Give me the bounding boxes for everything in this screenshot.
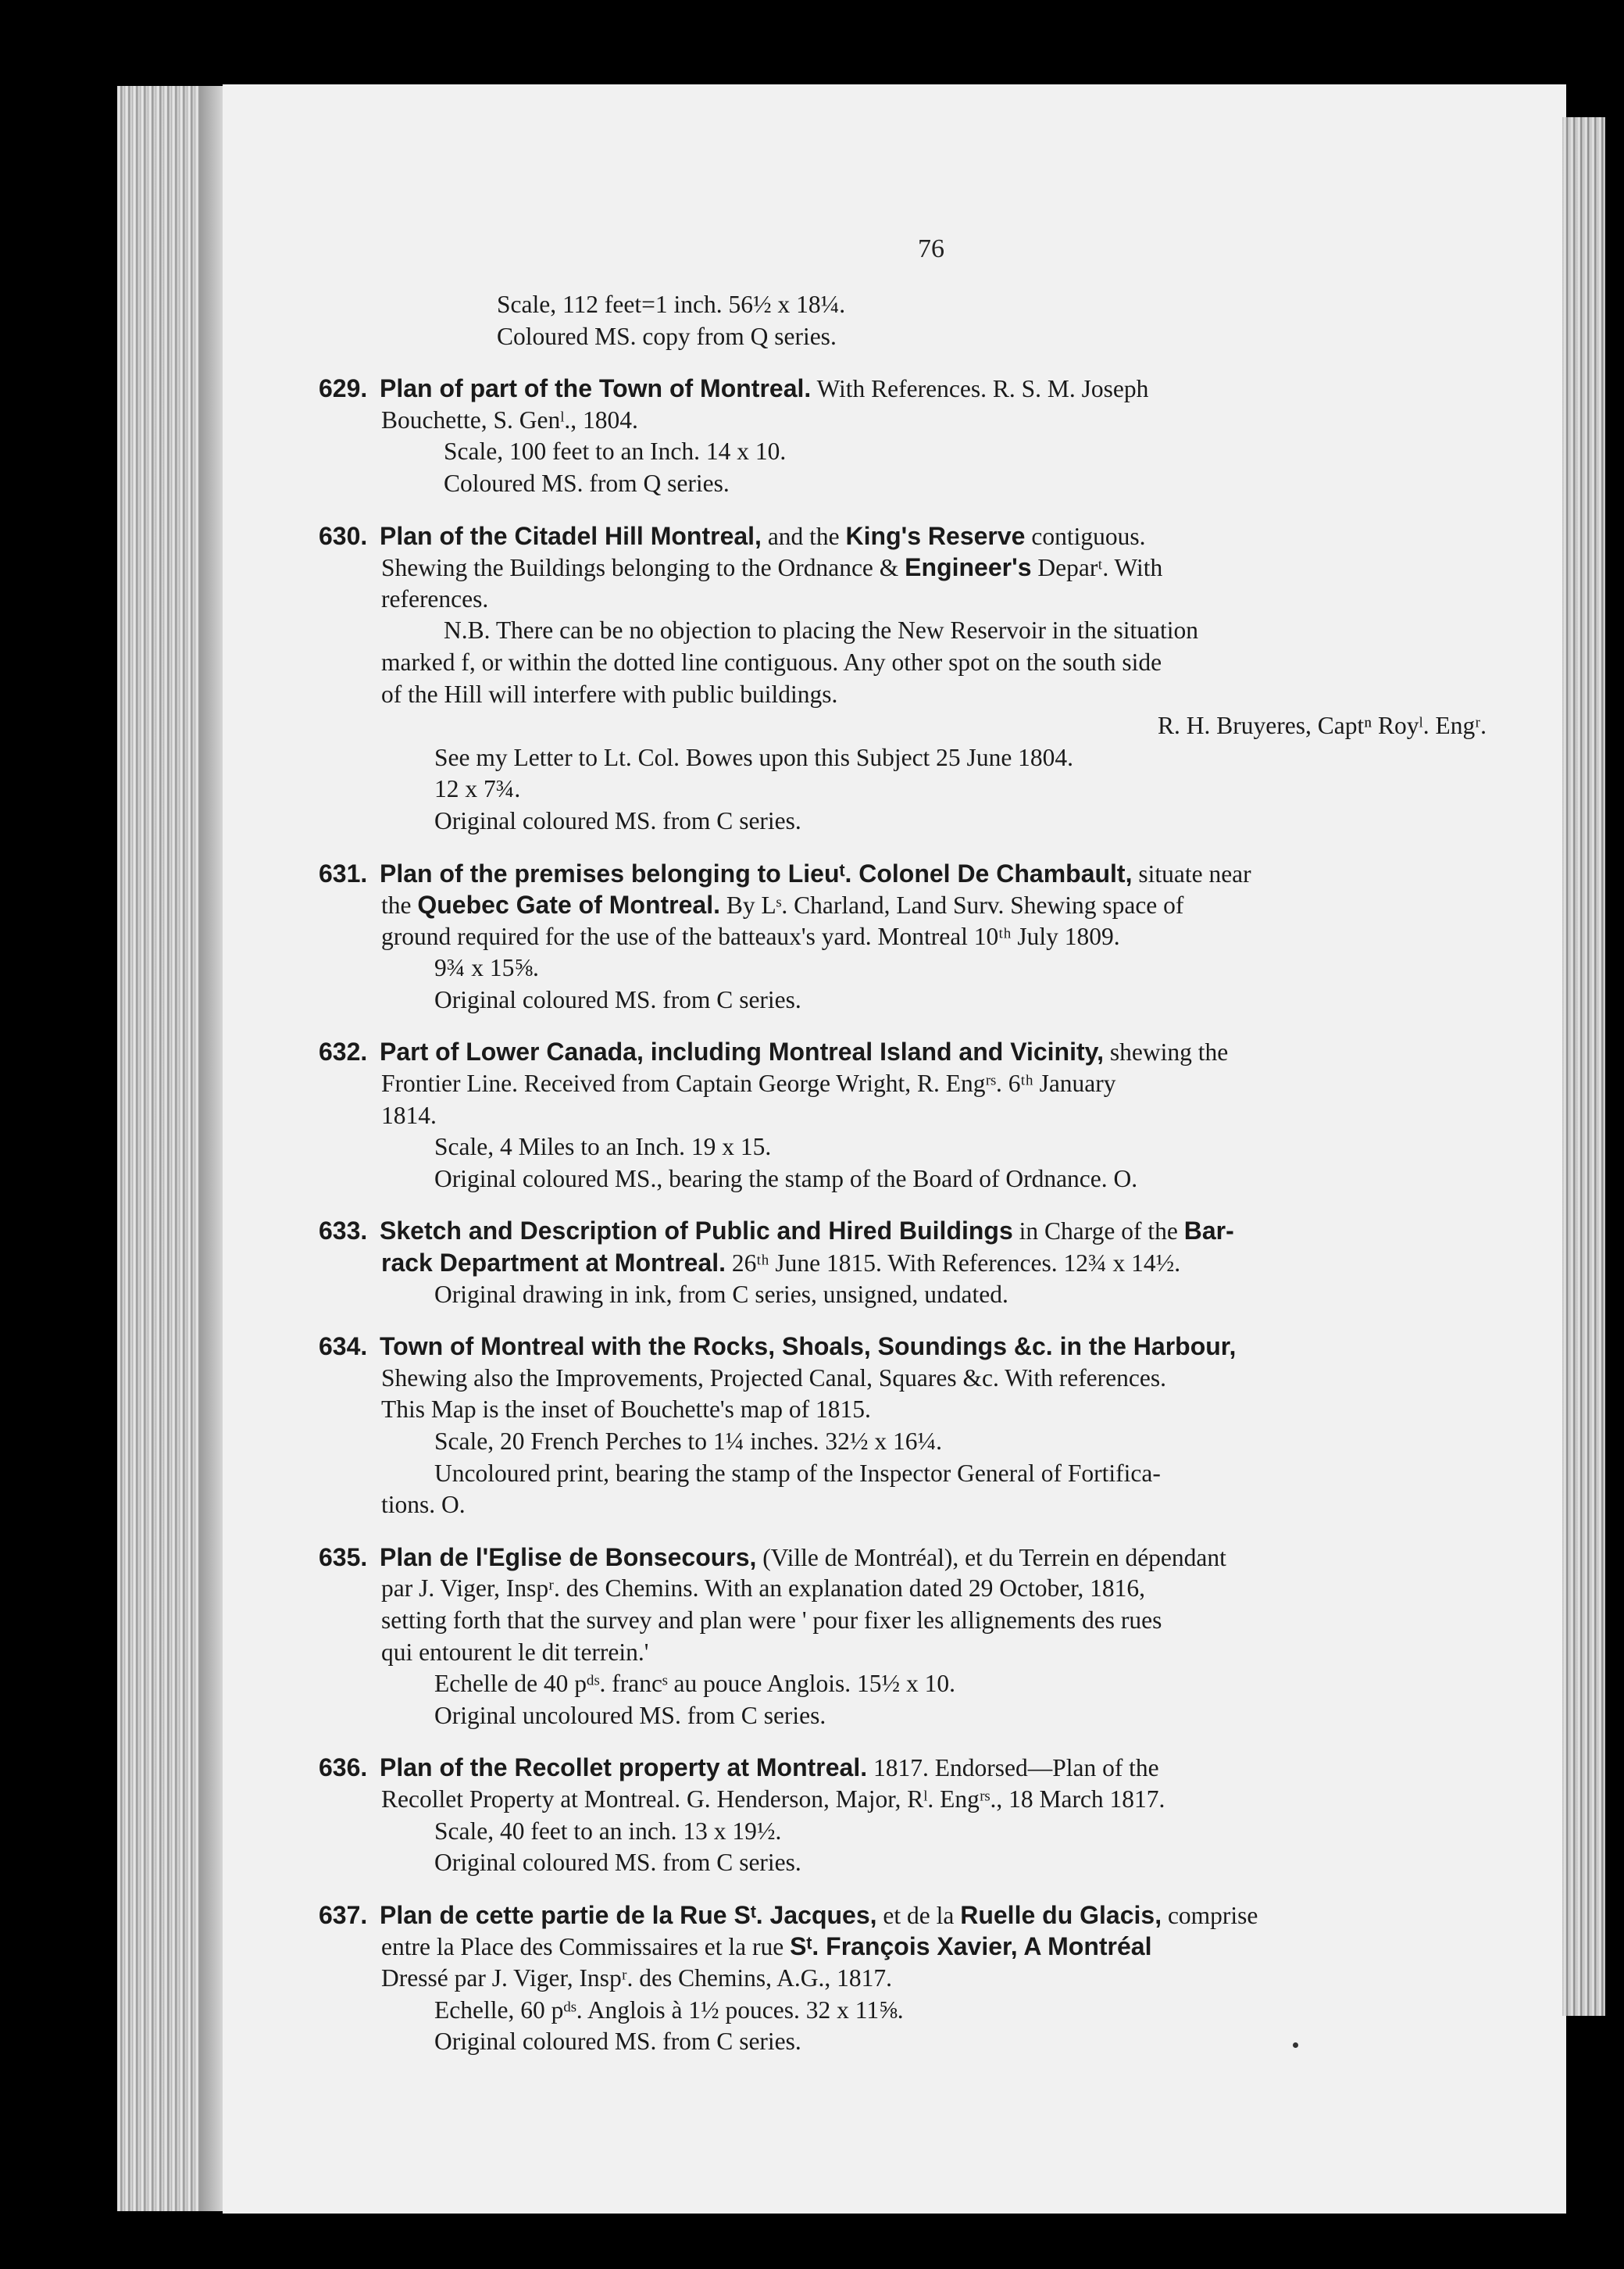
entry-text: situate near	[1132, 859, 1251, 888]
entry-text: Bouchette, S. Genˡ., 1804.	[381, 406, 638, 434]
entry-scale: Echelle, 60 pᵈˢ. Anglois à 1½ pouces. 32 x 11⅝.	[434, 1996, 904, 2024]
entry-number: 631.	[319, 859, 368, 888]
catalogue-entry-637	[319, 1899, 1490, 2058]
entry-source: Original coloured MS. from C series.	[434, 985, 801, 1013]
catalogue-entry-632	[319, 1036, 1490, 1195]
catalogue-entry-633	[319, 1215, 1490, 1310]
entry-source: Original coloured MS. from C series.	[434, 1849, 801, 1877]
entry-scale: Scale, 40 feet to an inch. 13 x 19½.	[434, 1817, 782, 1845]
entry-source: Original coloured MS. from C series.	[434, 2028, 801, 2056]
entry-source: tions. O.	[381, 1491, 466, 1519]
entry-text: et de la	[876, 1901, 961, 1929]
entry-number: 629.	[319, 374, 368, 403]
entry-note: marked f, or within the dotted line contiguous. Any other spot on the south side	[381, 648, 1162, 676]
ink-dot	[1293, 2042, 1298, 2048]
entry-scale: Scale, 20 French Perches to 1¼ inches. 32½ x 16¼.	[434, 1428, 942, 1455]
entry-scale: Scale, 4 Miles to an Inch. 19 x 15.	[434, 1133, 772, 1161]
entry-note: N.B. There can be no objection to placing the New Reservoir in the situation	[444, 616, 1199, 645]
entry-text: With References. R. S. M. Joseph	[811, 375, 1149, 403]
entry-title-part: Sᵗ. François Xavier, A Montréal	[790, 1932, 1152, 1961]
entry-title: Plan de cette partie de la Rue Sᵗ. Jacques,	[380, 1900, 877, 1929]
entry-title: Sketch and Description of Public and Hired Buildings	[380, 1217, 1013, 1245]
catalogue-entry-630	[319, 520, 1490, 838]
entry-text: par J. Viger, Inspʳ. des Chemins. With an explanation dated 29 October, 1816,	[381, 1574, 1146, 1603]
catalogue-entry-635	[319, 1542, 1490, 1732]
entry-title: Plan of the Recollet property at Montreal.	[380, 1753, 868, 1782]
entry-text: 1817. Endorsed—Plan of the	[867, 1754, 1159, 1782]
page-number: 76	[918, 234, 944, 263]
entry-title-part: Quebec Gate of Montreal.	[417, 891, 720, 920]
entry-number: 633.	[319, 1217, 368, 1245]
catalogue-entry-636	[319, 1752, 1490, 1878]
entry-source: Original coloured MS. from C series.	[434, 806, 801, 834]
entry-text: 26ᵗʰ June 1815. With References. 12¾ x 14½.	[726, 1249, 1181, 1277]
entry-scale: Echelle de 40 pᵈˢ. francˢ au pouce Anglois. 15½ x 10.	[434, 1670, 956, 1698]
entry-text: ground required for the use of the batteaux's yard. Montreal 10ᵗʰ July 1809.	[381, 922, 1120, 950]
entry-text: and the	[761, 522, 846, 550]
entry-dimensions: 9¾ x 15⅝.	[434, 954, 539, 982]
catalogue-entry-629	[319, 373, 1490, 499]
entry-text: 1814.	[381, 1101, 437, 1129]
entry-text: setting forth that the survey and plan were ' pour fixer les allignements des rues	[381, 1606, 1162, 1634]
entry-bold-text: Engineer's	[905, 553, 1032, 582]
entry-title: Plan of the Citadel Hill Montreal,	[380, 521, 762, 550]
entry-title: Part of Lower Canada, including Montreal Island and Vicinity,	[380, 1038, 1104, 1067]
entry-title-part: Bar-	[1183, 1217, 1234, 1245]
entry-title: Plan of the premises belonging to Lieuᵗ. Colonel De Chambault,	[380, 859, 1133, 888]
entry-text: Frontier Line. Received from Captain George Wright, R. Engʳˢ. 6ᵗʰ January	[381, 1070, 1116, 1098]
entry-text: Dressé par J. Viger, Inspʳ. des Chemins, A.G., 1817.	[381, 1963, 893, 1992]
entry-text: Shewing also the Improvements, Projected Canal, Squares &c. With references.	[381, 1363, 1166, 1392]
entry-text: comprise	[1162, 1901, 1258, 1929]
entry-source: Original coloured MS., bearing the stamp of the Board of Ordnance. O.	[434, 1164, 1138, 1192]
entry-number: 632.	[319, 1038, 368, 1067]
entry-text: Deparᵗ. With	[1031, 554, 1163, 582]
entry-title: Plan of part of the Town of Montreal.	[380, 374, 812, 403]
entry-text: shewing the	[1103, 1038, 1229, 1067]
entry-number: 635.	[319, 1542, 368, 1571]
entry-text: Recollet Property at Montreal. G. Henderson, Major, Rˡ. Engʳˢ., 18 March 1817.	[381, 1785, 1165, 1813]
entry-text: in Charge of the	[1012, 1217, 1184, 1245]
catalogue-text	[319, 289, 1490, 2058]
source-line: Coloured MS. copy from Q series.	[497, 322, 837, 350]
entry-title: Plan de l'Eglise de Bonsecours,	[380, 1542, 757, 1571]
entry-text: By Lˢ. Charland, Land Surv. Shewing space of	[719, 892, 1184, 920]
entry-source: Original drawing in ink, from C series, unsigned, undated.	[434, 1280, 1008, 1308]
entry-number: 634.	[319, 1332, 368, 1361]
entry-text: Shewing the Buildings belonging to the Ordnance &	[381, 554, 905, 582]
entry-note: See my Letter to Lt. Col. Bowes upon this Subject 25 June 1804.	[434, 743, 1074, 771]
entry-number: 636.	[319, 1753, 368, 1782]
entry-scale: Scale, 100 feet to an Inch. 14 x 10.	[444, 438, 787, 466]
entry-text: entre la Place des Commissaires et la rue	[381, 1933, 791, 1961]
catalogue-entry-631	[319, 858, 1490, 1017]
entry-text: contiguous.	[1025, 522, 1146, 550]
entry-text: This Map is the inset of Bouchette's map of 1815.	[381, 1395, 871, 1424]
entry-title-part: Ruelle du Glacis,	[960, 1900, 1162, 1929]
catalogue-entry-634	[319, 1331, 1490, 1521]
entry-text: (Ville de Montréal), et du Terrein en dépendant	[756, 1543, 1226, 1571]
entry-source: Original uncoloured MS. from C series.	[434, 1701, 826, 1729]
book-page-edges-right	[1562, 117, 1605, 2016]
entry-title-part: rack Department at Montreal.	[381, 1249, 726, 1277]
entry-number: 630.	[319, 521, 368, 550]
entry-source: Coloured MS. from Q series.	[444, 469, 730, 497]
entry-source: Uncoloured print, bearing the stamp of the Inspector General of Fortifica-	[434, 1459, 1161, 1487]
entry-signature: R. H. Bruyeres, Captⁿ Royˡ. Engʳ.	[1158, 712, 1487, 740]
entry-dimensions: 12 x 7¾.	[434, 775, 521, 803]
entry-title-part: King's Reserve	[845, 521, 1026, 550]
entry-title: Town of Montreal with the Rocks, Shoals, Soundings &c. in the Harbour,	[380, 1332, 1237, 1361]
book-page-edges-left	[117, 86, 203, 2211]
entry-text: references.	[381, 584, 489, 613]
entry-text: the	[381, 892, 418, 920]
entry-note: of the Hill will interfere with public buildings.	[381, 680, 838, 708]
entry-number: 637.	[319, 1900, 368, 1929]
entry-text: qui entourent le dit terrein.'	[381, 1638, 649, 1666]
scale-line: Scale, 112 feet=1 inch. 56½ x 18¼.	[497, 291, 846, 318]
